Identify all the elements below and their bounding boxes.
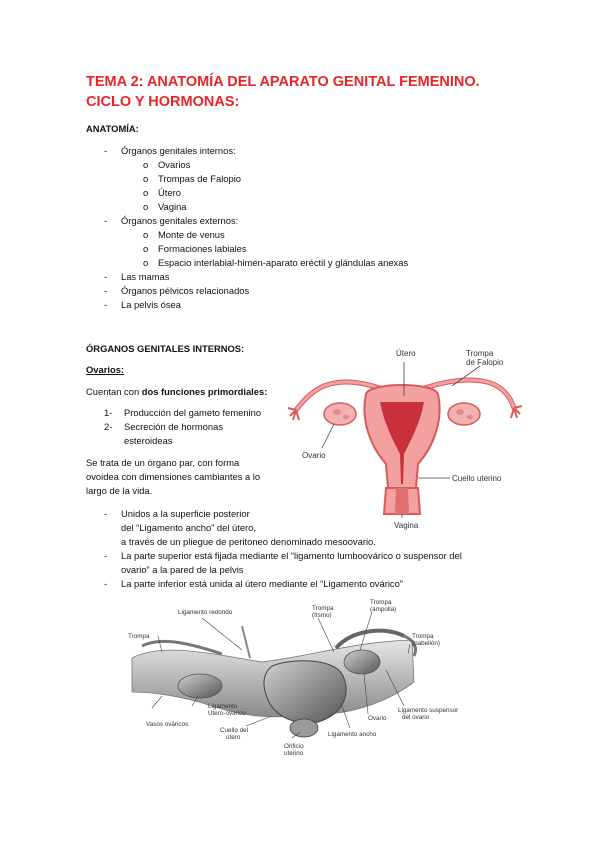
label-ligamento-redondo: Ligamento redondo	[178, 609, 233, 616]
function-text: Secreción de hormonas	[124, 421, 224, 432]
list-item: Formaciones labiales	[158, 243, 247, 254]
list-item: Órganos pélvicos relacionados	[121, 285, 250, 296]
label-ovario: Ovario	[302, 451, 326, 460]
label-trompa-istmo: Trompa	[312, 605, 334, 612]
list-item: Monte de venus	[158, 229, 225, 240]
list-line: a través de un pliegue de peritoneo denominado mesoovario.	[121, 536, 376, 547]
label-ligamento-utero: Ligamento	[208, 703, 238, 710]
circle-bullet: o	[143, 159, 149, 170]
list-item: Ovarios	[158, 159, 191, 170]
list-item: Trompas de Falopio	[158, 173, 242, 184]
function-number: 1-	[104, 407, 113, 418]
intro-text: Cuentan con dos funciones primordiales:	[86, 386, 268, 397]
label-trompa-2: de Falopio	[466, 358, 504, 367]
ovarios-heading: Ovarios:	[86, 364, 125, 375]
paragraph-line: largo de la vida.	[86, 485, 153, 496]
label-cuello-utero: Cuello del	[220, 727, 249, 734]
label-trompa-istmo-2: (Itsmo)	[312, 612, 332, 619]
page-title: TEMA 2: ANATOMÍA DEL APARATO GENITAL FEMENINO. CICLO Y HORMONAS:	[86, 74, 480, 110]
circle-bullet: o	[143, 201, 149, 212]
list-line: La parte inferior está unida al útero mediante el “Ligamento ovárico”	[121, 578, 403, 589]
paragraph-line: Se trata de un órgano par, con forma	[86, 457, 240, 468]
circle-bullet: o	[143, 243, 149, 254]
circle-bullet: o	[143, 229, 149, 240]
dash-bullet: -	[104, 550, 108, 561]
label-ligamento-ancho: Ligamento ancho	[328, 731, 377, 738]
dash-bullet: -	[104, 578, 108, 589]
ovary-ligaments-illustration	[122, 596, 459, 766]
function-text: Producción del gameto femenino	[124, 407, 262, 418]
label-trompa: Trompa	[466, 349, 494, 358]
label-utero: Útero	[396, 349, 416, 358]
label-trompa-ampolla: Trompa	[370, 599, 392, 606]
list-line: del “Ligamento ancho” del útero,	[121, 522, 256, 533]
label-ligamento-utero-2: Utero-ovarico	[208, 710, 246, 717]
label-trompa-pabellon: Trompa	[412, 633, 434, 640]
circle-bullet: o	[143, 173, 149, 184]
dash-bullet: -	[104, 285, 108, 296]
list-item-internos: Órganos genitales internos:	[121, 145, 236, 156]
label-vasos-ovaricos: Vasos ováricos	[146, 721, 189, 728]
label-ligamento-suspensor-2: del ovario	[402, 714, 430, 721]
function-number: 2-	[104, 421, 113, 432]
list-line: La parte superior está fijada mediante el “ligamento lumboovárico o suspensor del	[121, 550, 462, 561]
list-line: Unidos a la superficie posterior	[121, 508, 250, 519]
paragraph-line: ovoidea con dimensiones cambiantes a lo	[86, 471, 261, 482]
anatomia-heading: ANATOMÍA:	[86, 123, 139, 134]
list-line: ovario” a la pared de la pelvis	[121, 564, 244, 575]
dash-bullet: -	[104, 145, 108, 156]
label-trompa-pabellon-2: (pabellón)	[412, 640, 441, 647]
dash-bullet: -	[104, 215, 108, 226]
list-item: La pelvis ósea	[121, 299, 181, 310]
label-trompa: Trompa	[128, 633, 150, 640]
label-cuello-utero-2: útero	[226, 734, 241, 741]
list-item: Útero	[158, 187, 181, 198]
list-item: Las mamas	[121, 271, 170, 282]
list-item-externos: Órganos genitales externos:	[121, 215, 239, 226]
uterus-illustration	[282, 338, 522, 533]
label-orificio-2: uterino	[284, 750, 304, 757]
dash-bullet: -	[104, 271, 108, 282]
section-heading: ÓRGANOS GENITALES INTERNOS:	[86, 343, 245, 354]
dash-bullet: -	[104, 299, 108, 310]
label-vagina: Vagina	[394, 521, 419, 530]
label-ligamento-suspensor: Ligamento suspensor	[398, 707, 459, 714]
function-text-cont: esteroideas	[124, 435, 173, 446]
list-item: Vagina	[158, 201, 187, 212]
circle-bullet: o	[143, 257, 149, 268]
label-cuello: Cuello uterino	[452, 474, 502, 483]
circle-bullet: o	[143, 187, 149, 198]
label-orificio: Orificio	[284, 743, 304, 750]
dash-bullet: -	[104, 508, 108, 519]
label-ovario: Ovario	[368, 715, 387, 722]
list-item: Espacio interlabial-himen-aparato eréctil y glándulas anexas	[158, 257, 409, 268]
label-trompa-ampolla-2: (ampolla)	[370, 606, 397, 613]
